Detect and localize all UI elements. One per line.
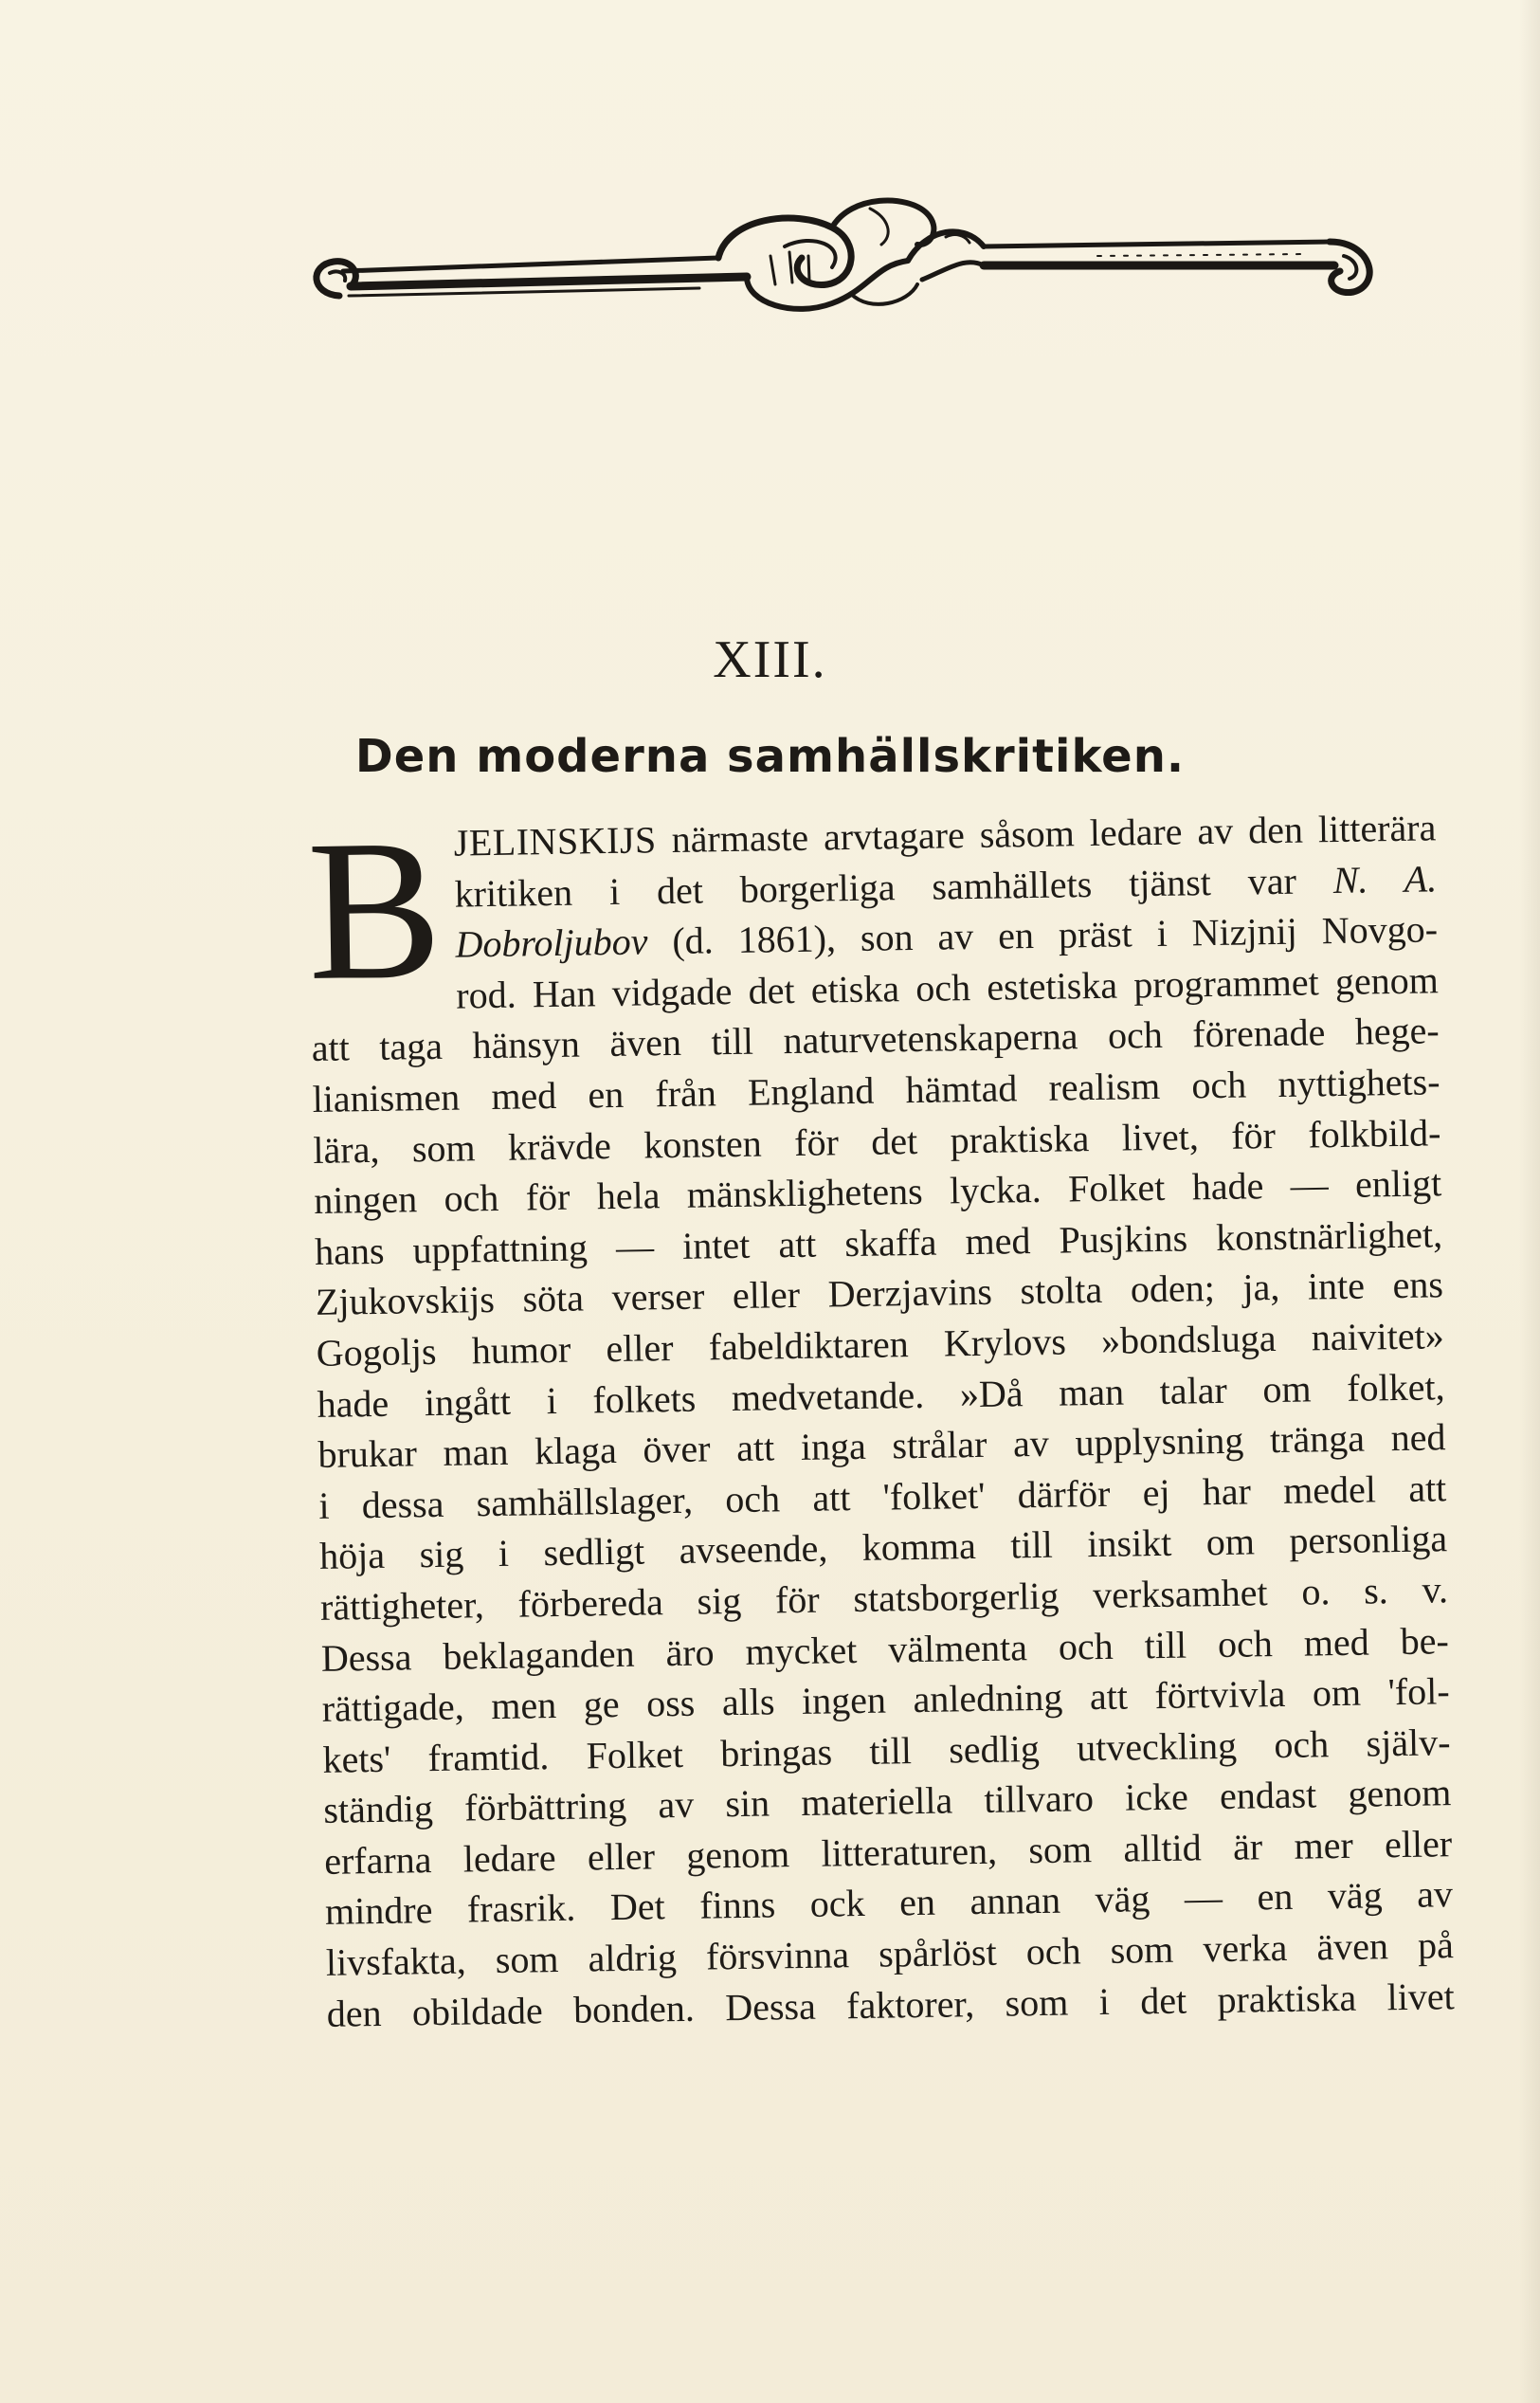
text-line: livsfakta, som aldrig försvinna spårlöst och som verka även på: [325, 1923, 1455, 1984]
drop-cap: B: [305, 796, 444, 1023]
text-line: rättigheter, förbereda sig för statsborgerlig verksamhet o. s. v.: [319, 1568, 1449, 1629]
text-line: Gogoljs humor eller fabeldiktaren Krylovs »bondsluga naivitet»: [316, 1314, 1445, 1374]
page-edge-shadow: [1519, 0, 1540, 2403]
text-line: Dobroljubov (d. 1861), son av en präst i Nizjnij Novgo-: [455, 907, 1439, 966]
text-line: kets' framtid. Folket bringas till sedlig utveckling och själv-: [322, 1720, 1451, 1781]
text-line: i dessa samhällslager, och att 'folket' därför ej har medel att: [318, 1465, 1447, 1527]
text-line: lära, som krävde konsten för det praktiska livet, för folkbild-: [313, 1110, 1441, 1172]
text-line: mindre frasrik. Det finns ock en annan väg — en väg av: [324, 1872, 1454, 1934]
text-line: rod. Han vidgade det etiska och estetiska programmet genom: [455, 958, 1440, 1017]
text-line: JELINSKIJS närmaste arvtagare såsom ledare av den litterära: [453, 806, 1437, 865]
text-line: rättigade, men ge oss alls ingen anledning att förtvivla om 'fol-: [321, 1669, 1450, 1730]
text-line: hade ingått i folkets medvetande. »Då man talar om folket,: [317, 1364, 1445, 1426]
body-paragraph: [305, 796, 1455, 2039]
chapter-number: XIII.: [713, 630, 827, 689]
text-line: ständig förbättring av sin materiella tillvaro icke endast genom: [323, 1771, 1452, 1832]
text-line: erfarna ledare eller genom litteraturen, som alltid är mer eller: [323, 1822, 1453, 1883]
text-line: brukar man klaga över att inga strålar av upplysning tränga ned: [317, 1415, 1446, 1477]
chapter-body: [305, 796, 1455, 2039]
text-line: hans uppfattning — intet att skaffa med Pusjkins konstnärlighet,: [314, 1212, 1443, 1273]
first-word-rest: JELINSKIJS: [453, 818, 658, 865]
text-line: den obildade bonden. Dessa faktorer, som i det praktiska livet: [326, 1974, 1455, 2035]
ornamental-headpiece-icon: [301, 190, 1386, 332]
name-initials: N. A.: [1332, 856, 1438, 901]
text-line: lianismen med en från England hämtad realism och nyttighets-: [312, 1060, 1440, 1120]
name-surname: Dobroljubov: [455, 919, 648, 966]
text-line: ningen och för hela mänsklighetens lycka. Folket hade — enligt: [313, 1161, 1442, 1223]
text-line: att taga hänsyn även till naturvetenskaperna och förenade hege-: [311, 1009, 1440, 1070]
text-line: Dessa beklaganden äro mycket välmenta och till och med be-: [320, 1618, 1450, 1680]
text-line: kritiken i det borgerliga samhällets tjänst var N. A.: [454, 856, 1438, 916]
chapter-title: Den moderna samhällskritiken.: [354, 730, 1186, 783]
text-line: Zjukovskijs söta verser eller Derzjavins stolta oden; ja, inte ens: [315, 1263, 1444, 1324]
text-line: höja sig i sedligt avseende, komma till insikt om personliga: [318, 1517, 1448, 1578]
